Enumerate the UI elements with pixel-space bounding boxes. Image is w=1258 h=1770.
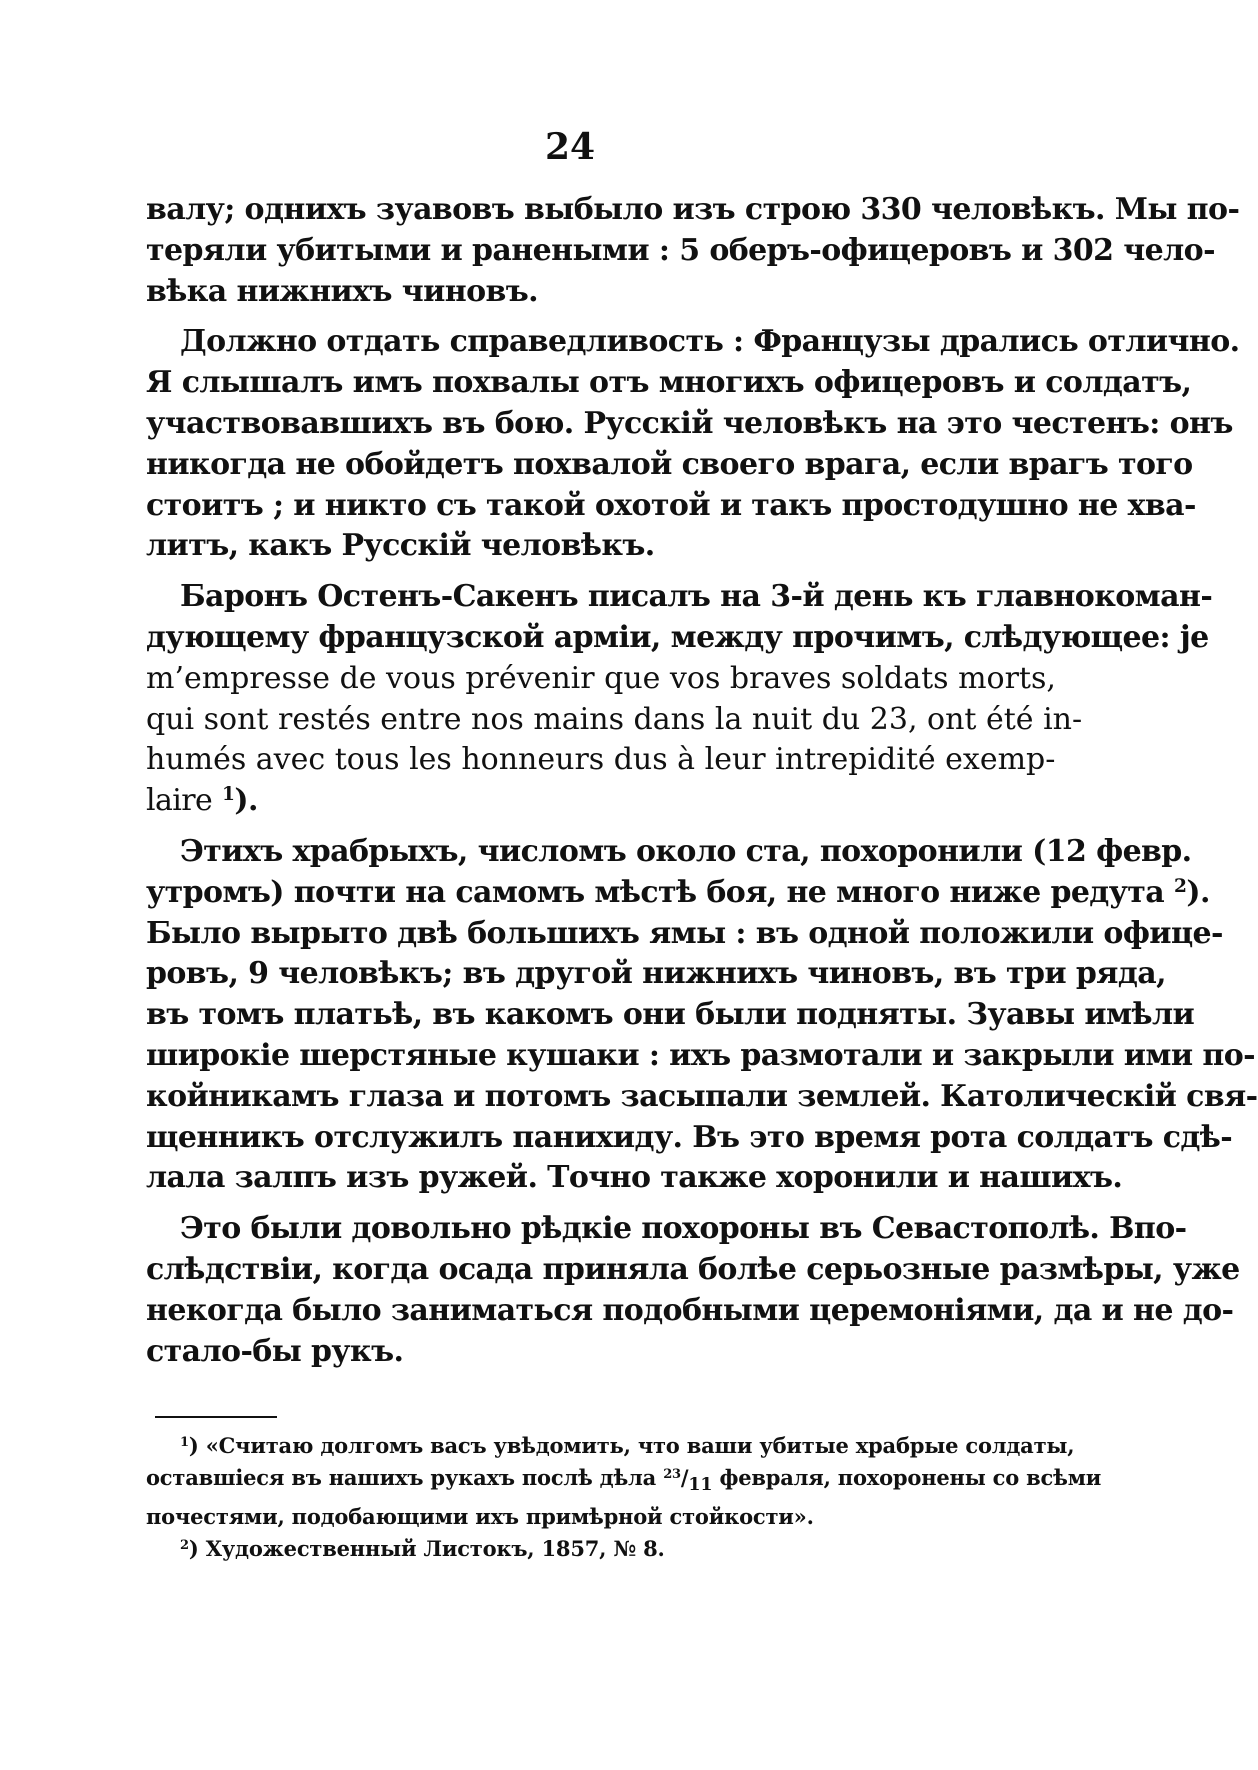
footnotes	[146, 1430, 1102, 1565]
text-line	[146, 781, 962, 822]
text-line: койникамъ глаза и потомъ засыпали землей. Католическій свя-	[146, 1078, 1258, 1114]
text-fragment: февраля, похоронены со всѣми	[719, 1465, 1102, 1490]
text-line: щенникъ отслужилъ панихиду. Въ это время рота солдатъ сдѣ-	[146, 1119, 1233, 1155]
text-fragment: laire	[146, 783, 213, 819]
text-line: стало-бы рукъ.	[146, 1333, 404, 1369]
page-body	[146, 190, 1258, 1372]
text-fragment: утромъ) почти на самомъ мѣстѣ боя, не много ниже редута	[146, 874, 1165, 910]
paragraph	[146, 322, 1240, 567]
text-line: никогда не обойдетъ похвалой своего врага, если врагъ того	[146, 446, 1193, 482]
text-line: Я слышалъ имъ похвалы отъ многихъ офицеровъ и солдатъ,	[146, 365, 1192, 401]
text-line: Баронъ Остенъ-Сакенъ писалъ на 3-й день къ главнокоман-	[180, 579, 1213, 615]
paragraph	[146, 832, 1258, 1199]
paragraph	[146, 1209, 1240, 1372]
footnote-reference: 2	[1174, 875, 1187, 897]
text-line: Было вырыто двѣ большихъ ямы : въ одной положили офице-	[146, 915, 1223, 951]
text-fragment: Художественный Листокъ, 1857, № 8.	[205, 1536, 665, 1562]
footnote-reference: 1	[222, 783, 235, 805]
text-line: qui sont restés entre nos mains dans la nuit du 23, ont été in-	[146, 701, 1083, 737]
text-fragment: ).	[234, 783, 258, 819]
text-line: humés avec tous les honneurs dus à leur intrepidité exemp-	[146, 742, 1056, 778]
footnote	[146, 1533, 962, 1565]
footnote-marker: 2	[180, 1538, 189, 1554]
text-line: лала залпъ изъ ружей. Точно также хоронили и нашихъ.	[146, 1160, 1123, 1196]
text-line: литъ, какъ Русскій человѣкъ.	[146, 528, 655, 564]
text-line: некогда было заниматься подобными церемоніями, да и не до-	[146, 1292, 1234, 1328]
text-line: дующему французской арміи, между прочимъ, слѣдующее: je	[146, 619, 1209, 655]
text-fragment: «Считаю долгомъ васъ увѣдомить, что ваши убитые храбрые солдаты,	[205, 1433, 1075, 1458]
text-line: въ томъ платьѣ, въ какомъ они были подняты. Зуавы имѣли	[146, 997, 1195, 1033]
date-denominator: 11	[688, 1475, 713, 1496]
text-line: слѣдствіи, когда осада приняла болѣе серьозные размѣры, уже	[146, 1251, 1240, 1287]
text-line: широкіе шерстяные кушаки : ихъ размотали и закрыли ими по-	[146, 1037, 1255, 1073]
text-line: Это были довольно рѣдкіе похороны въ Севастополѣ. Впо-	[180, 1211, 1187, 1247]
text-line: теряли убитыми и ранеными : 5 оберъ-офицеровъ и 302 чело-	[146, 232, 1215, 268]
text-line: стоитъ ; и никто съ такой охотой и такъ простодушно не хва-	[146, 487, 1196, 523]
text-line: ровъ, 9 человѣкъ; въ другой нижнихъ чиновъ, въ три ряда,	[146, 956, 1166, 992]
text-line: Этихъ храбрыхъ, числомъ около ста, похоронили (12 февр.	[180, 833, 1192, 869]
footnote-divider	[155, 1416, 277, 1418]
footnote-line: почестями, подобающими ихъ примѣрной стойкости».	[146, 1504, 814, 1530]
footnote	[146, 1430, 1102, 1533]
footnote-line: $^1$) «Считаю долгомъ васъ увѣдомить, что ваши убитые храбрые солдаты,	[180, 1433, 1075, 1458]
text-fragment: ).	[1186, 874, 1210, 910]
text-line: вѣка нижнихъ чиновъ.	[146, 273, 539, 309]
text-fragment: оставшіеся въ нашихъ рукахъ послѣ дѣла	[146, 1465, 657, 1490]
text-line: участвовавшихъ въ бою. Русскій человѣкъ на это честенъ: онъ	[146, 405, 1233, 441]
text-line: валу; однихъ зуавовъ выбыло изъ строю 330 человѣкъ. Мы по-	[146, 192, 1240, 227]
paragraph	[146, 190, 1240, 312]
text-line: Должно отдать справедливость : Французы дрались отлично.	[180, 324, 1240, 360]
footnote-line: $^2$) Художественный Листокъ, 1857, № 8.	[180, 1536, 665, 1562]
text-line: m’empresse de vous prévenir que vos braves soldats morts,	[146, 660, 1056, 696]
footnote-marker: 1	[180, 1434, 189, 1450]
paragraph	[146, 577, 1213, 822]
text-line	[146, 873, 1210, 914]
footnote-line: оставшіеся въ нашихъ рукахъ послѣ дѣла $^{23}/_{11}$ февраля, похоронены со всѣми	[146, 1465, 1102, 1496]
page-number: 24	[544, 126, 596, 168]
date-numerator: 23	[663, 1466, 681, 1482]
